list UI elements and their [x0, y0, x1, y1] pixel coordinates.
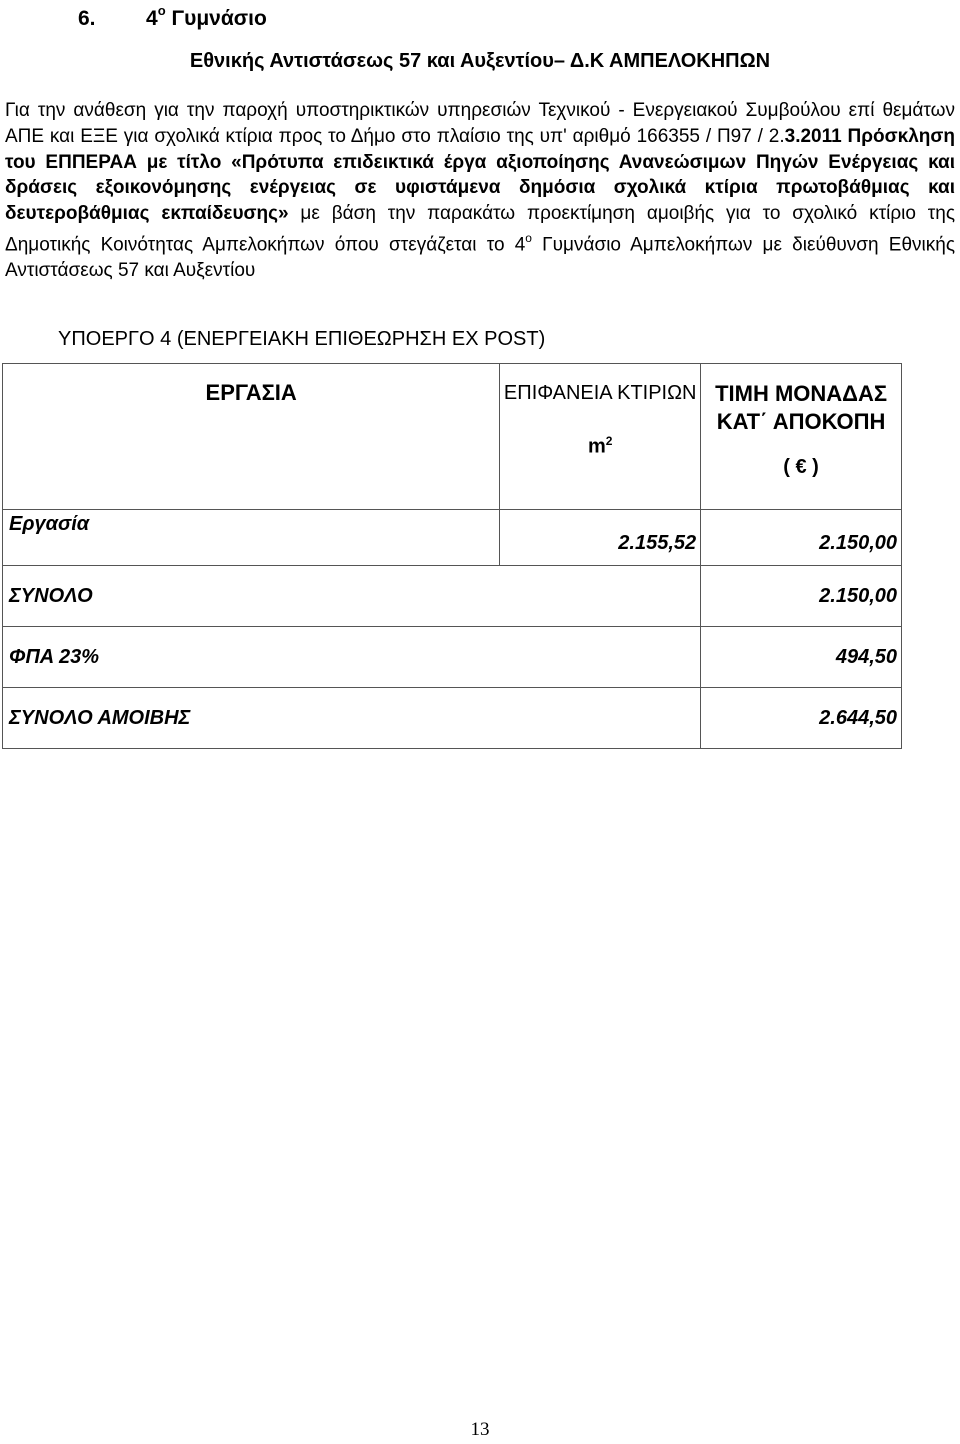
vat-value: 494,50	[701, 627, 902, 688]
header-price-unit: ( € )	[783, 456, 819, 478]
header-price-label: ΤΙΜΗ ΜΟΝΑΔΑΣ ΚΑΤ΄ ΑΠΟΚΟΠΗ	[715, 381, 888, 434]
header-area-unit: $m^2$	[587, 434, 613, 458]
subproject-title: ΥΠΟΕΡΓΟ 4 (ΕΝΕΡΓΕΙΑΚΗ ΕΠΙΘΕΩΡΗΣΗ EX POST)	[58, 328, 546, 350]
row-price-value: 2.150,00	[701, 510, 902, 566]
table-row	[3, 510, 902, 566]
vat-blank	[500, 627, 701, 688]
table-header-row	[3, 364, 902, 510]
paragraph-bold-call: 3.2011 Πρόσκληση του ΕΠΠΕΡΑΑ με τίτλο «Πρότυπα επιδεικτικά έργα αξιοποίησης Ανανεώσιμων Πηγών Ενέργειας και δράσεις εξοικονόμησης ενέργειας σε υφιστάμενα δημόσια σχολικά κτίρια πρωτοβάθμιας και δευτεροβάθμιας εκπαίδευσης»	[5, 125, 956, 225]
paragraph-sup: ο	[525, 230, 532, 245]
vat-label: ΦΠΑ 23%	[3, 627, 500, 688]
section-heading	[78, 0, 267, 32]
paragraph-part-1: Για την ανάθεση για την παροχή υποστηρικτικών υπηρεσιών Τεχνικού - Ενεργειακού Συμβούλου επί θεμάτων ΑΠΕ και ΕΞΕ για σχολικά κτίρια προς το Δήμο στο πλαίσιο της υπ' αριθμό 166355 / Π97 / 2.	[5, 100, 955, 147]
grand-total-row	[3, 688, 902, 749]
section-number: 6.	[78, 7, 96, 30]
row-area-value: 2.155,52	[500, 510, 701, 566]
header-area	[500, 364, 701, 510]
grand-total-value: 2.644,50	[701, 688, 902, 749]
section-title-prefix: 4	[146, 7, 158, 30]
paragraph-part-3: Γυμνάσιο Αμπελοκήπων με διεύθυνση Εθνικής Αντιστάσεως 57 και Αυξεντίου	[5, 234, 955, 282]
description-paragraph	[5, 98, 955, 284]
section-title-sup: ο	[157, 3, 166, 18]
total-label: ΣΥΝΟΛΟ	[3, 566, 500, 627]
total-row	[3, 566, 902, 627]
section-title: Γυμνάσιο	[165, 7, 267, 30]
header-price	[701, 364, 902, 510]
row-task-label: Εργασία	[3, 510, 500, 566]
header-task: ΕΡΓΑΣΙΑ	[3, 364, 500, 510]
fee-table	[2, 363, 902, 749]
grand-total-blank	[500, 688, 701, 749]
grand-total-label: ΣΥΝΟΛΟ ΑΜΟΙΒΗΣ	[3, 688, 500, 749]
total-value: 2.150,00	[701, 566, 902, 627]
paragraph-part-2: με βάση την παρακάτω προεκτίμηση αμοιβής για το σχολικό κτίριο της Δημοτικής Κοινότητας Αμπελοκήπων όπου στεγάζεται το 4	[5, 203, 955, 256]
school-address: Εθνικής Αντιστάσεως 57 και Αυξεντίου– Δ.Κ ΑΜΠΕΛΟΚΗΠΩΝ	[189, 50, 771, 72]
vat-row	[3, 627, 902, 688]
page-number: 13	[470, 1419, 490, 1440]
header-area-label: ΕΠΙΦΑΝΕΙΑ ΚΤΙΡΙΩΝ	[503, 382, 697, 404]
total-blank	[500, 566, 701, 627]
